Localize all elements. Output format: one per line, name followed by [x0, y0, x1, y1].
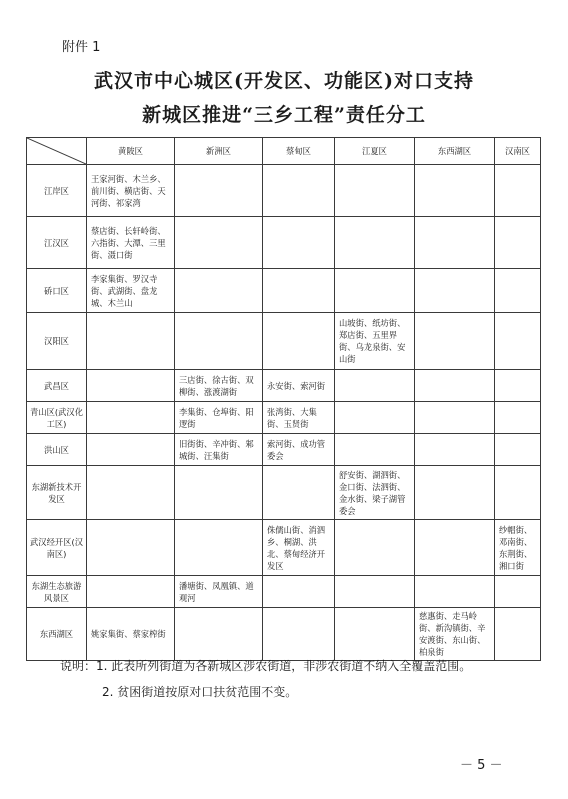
table-cell — [335, 576, 415, 608]
table-cell — [495, 402, 541, 434]
column-header: 黄陂区 — [87, 138, 175, 165]
table-cell — [87, 434, 175, 466]
table-cell — [335, 269, 415, 313]
table-cell — [495, 434, 541, 466]
row-header: 汉阳区 — [27, 313, 87, 370]
note-line-1: 说明：1. 此表所列街道为各新城区涉农街道，非涉农街道不纳入全覆盖范围。 — [60, 659, 472, 673]
table-row — [27, 608, 541, 661]
diagonal-line — [27, 138, 86, 164]
row-header: 江汉区 — [27, 217, 87, 269]
table-cell — [495, 313, 541, 370]
row-header: 东湖新技术开发区 — [27, 466, 87, 520]
table-row — [27, 370, 541, 402]
table-cell — [415, 370, 495, 402]
table-cell — [263, 576, 335, 608]
table-cell — [335, 434, 415, 466]
column-header: 蔡甸区 — [263, 138, 335, 165]
table-row — [27, 576, 541, 608]
row-header: 武汉经开区(汉南区) — [27, 520, 87, 576]
document-title-line-1: 武汉市中心城区(开发区、功能区)对口支持 — [94, 70, 474, 92]
page-number: － 5 － — [460, 758, 503, 773]
table-cell — [175, 466, 263, 520]
table-cell — [495, 466, 541, 520]
table-cell — [415, 217, 495, 269]
table-cell — [87, 402, 175, 434]
table-cell — [415, 269, 495, 313]
table-cell: 蔡店街、长轩岭街、六指街、大潭、三里街、滠口街 — [87, 217, 175, 269]
table-cell — [87, 576, 175, 608]
row-header: 洪山区 — [27, 434, 87, 466]
header-row — [27, 138, 541, 165]
table-cell — [175, 165, 263, 217]
table-cell: 永安街、索河街 — [263, 370, 335, 402]
table-cell: 侏儒山街、消泗乡、桐湖、洪北、蔡甸经济开发区 — [263, 520, 335, 576]
table-cell — [87, 466, 175, 520]
table-row — [27, 269, 541, 313]
row-header: 武昌区 — [27, 370, 87, 402]
table-cell — [263, 269, 335, 313]
table-row — [27, 165, 541, 217]
column-header: 汉南区 — [495, 138, 541, 165]
table-cell — [335, 165, 415, 217]
note-line-2: 2. 贫困街道按原对口扶贫范围不变。 — [102, 685, 298, 699]
table-cell — [335, 217, 415, 269]
row-header: 硚口区 — [27, 269, 87, 313]
table-row — [27, 217, 541, 269]
row-header: 东西湖区 — [27, 608, 87, 661]
table-cell: 纱帽街、邓南街、东荆街、湘口街 — [495, 520, 541, 576]
table-cell — [415, 520, 495, 576]
table-cell: 姚家集街、蔡家榨街 — [87, 608, 175, 661]
row-header: 东湖生态旅游风景区 — [27, 576, 87, 608]
corner-cell — [27, 138, 87, 165]
responsibility-table — [26, 137, 541, 661]
table-cell — [495, 576, 541, 608]
table-cell — [87, 520, 175, 576]
table-cell: 张湾街、大集街、玉贤街 — [263, 402, 335, 434]
table-cell: 舒安街、湖泗街、金口街、法泗街、金水街、梁子湖管委会 — [335, 466, 415, 520]
table-cell — [415, 313, 495, 370]
table-cell — [175, 313, 263, 370]
table-cell — [495, 269, 541, 313]
row-header: 江岸区 — [27, 165, 87, 217]
column-header: 江夏区 — [335, 138, 415, 165]
table-cell — [415, 402, 495, 434]
column-header: 东西湖区 — [415, 138, 495, 165]
table-cell — [415, 434, 495, 466]
table-cell: 三店街、徐古街、双柳街、涨渡湖街 — [175, 370, 263, 402]
table-row — [27, 434, 541, 466]
table-cell — [263, 608, 335, 661]
table-cell: 旧街街、辛冲街、邾城街、汪集街 — [175, 434, 263, 466]
table-cell — [335, 370, 415, 402]
table-cell — [263, 466, 335, 520]
table-cell — [415, 576, 495, 608]
column-header: 新洲区 — [175, 138, 263, 165]
table-cell — [175, 269, 263, 313]
table-cell: 潘塘街、凤凰镇、道观河 — [175, 576, 263, 608]
table-cell: 慈惠街、走马岭街、新沟镇街、辛安渡街、东山街、柏泉街 — [415, 608, 495, 661]
document-title-line-2: 新城区推进“三乡工程”责任分工 — [142, 104, 426, 126]
table-row — [27, 520, 541, 576]
table-cell — [263, 165, 335, 217]
attachment-label: 附件 1 — [62, 40, 101, 55]
table-cell — [87, 370, 175, 402]
table-cell — [175, 608, 263, 661]
table-cell — [495, 370, 541, 402]
table-cell — [415, 466, 495, 520]
table-cell — [495, 165, 541, 217]
table-cell — [175, 520, 263, 576]
table-cell — [495, 608, 541, 661]
row-header: 青山区(武汉化工区) — [27, 402, 87, 434]
table-row — [27, 402, 541, 434]
table-row — [27, 313, 541, 370]
table-cell — [335, 402, 415, 434]
table-cell — [175, 217, 263, 269]
table-cell: 山坡街、纸坊街、郑店街、五里界街、乌龙泉街、安山街 — [335, 313, 415, 370]
table-cell — [263, 313, 335, 370]
table-row — [27, 466, 541, 520]
table-cell — [335, 608, 415, 661]
table-cell: 索河街、成功管委会 — [263, 434, 335, 466]
table-cell — [263, 217, 335, 269]
table-cell: 李家集街、罗汉寺街、武湖街、盘龙城、木兰山 — [87, 269, 175, 313]
table-cell: 王家河街、木兰乡、前川街、横店街、天河街、祁家湾 — [87, 165, 175, 217]
table-cell — [415, 165, 495, 217]
table-cell — [335, 520, 415, 576]
table-cell — [87, 313, 175, 370]
table-cell — [495, 217, 541, 269]
table-cell: 李集街、仓埠街、阳逻街 — [175, 402, 263, 434]
